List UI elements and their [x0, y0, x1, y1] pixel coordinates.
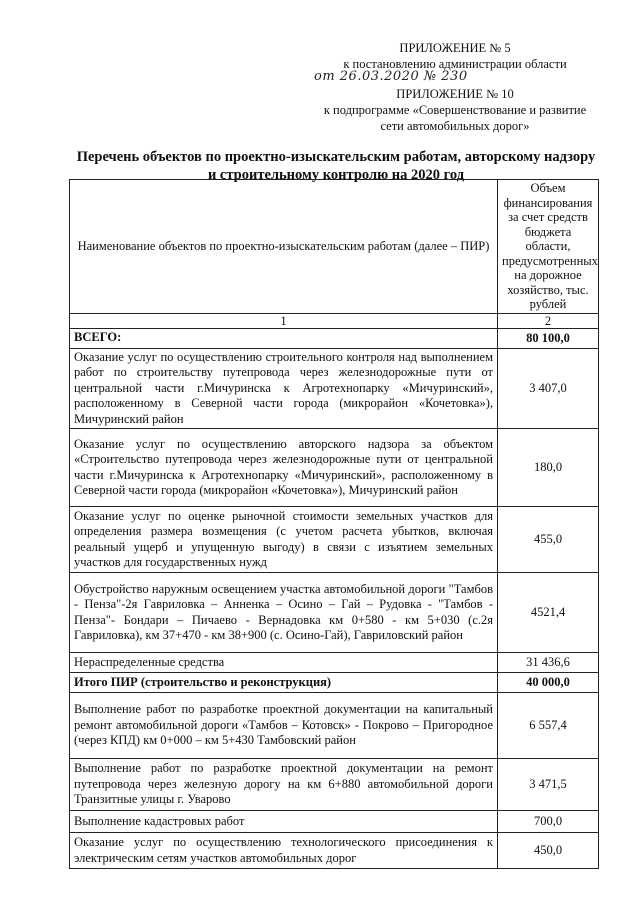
column-number-2: 2 — [498, 313, 599, 328]
row-name: Итого ПИР (строительство и реконструкция) — [70, 673, 498, 693]
row-name: Оказание услуг по осуществлению технологического присоединения к электрическим сетям участков автомобильных дорог — [70, 833, 498, 869]
row-name: Обустройство наружным освещением участка автомобильной дороги "Тамбов - Пенза"-2я Гавриловка – Анненка – Осино – Гай – Рудовка - "Тамбов - Пенза"- Бондари – Пичаево - Вернадовка км 0+580 - км 5+030 (с.2я Гавриловка), км 37+470 - км 38+900 (с. Осино-Гай), Гавриловский район — [70, 573, 498, 653]
table-row — [70, 348, 599, 429]
row-name: Оказание услуг по осуществлению строительного контроля над выполнением работ по строительству путепровода через железнодорожные пути от центральной части г.Мичуринска к Агротехнопарку «Мичуринский», расположенному в Северной части города (микрорайон «Кочетовка»), Мичуринский район — [70, 348, 498, 429]
row-value: 31 436,6 — [498, 653, 599, 673]
row-name: Оказание услуг по осуществлению авторского надзора за объектом «Строительство путепровода через железнодорожные пути от центральной части г.Мичуринска к Агротехнопарку «Мичуринский», расположенному в Северной части города (микрорайон «Кочетовка»), Мичуринский район — [70, 429, 498, 507]
table-header-row — [70, 180, 599, 314]
row-value: 4521,4 — [498, 573, 599, 653]
objects-table — [69, 179, 599, 869]
row-value: 455,0 — [498, 507, 599, 573]
table-row — [70, 759, 599, 811]
row-value: 3 407,0 — [498, 348, 599, 429]
column-numbers-row — [70, 313, 599, 328]
row-value: 450,0 — [498, 833, 599, 869]
row-name: Выполнение работ по разработке проектной документации на капитальный ремонт автомобильной дороги «Тамбов – Котовск» - Покрово – Пригородное (через КПД) км 0+000 – км 5+430 Тамбовский район — [70, 693, 498, 759]
appendix-10-label: ПРИЛОЖЕНИЕ № 10 — [396, 87, 514, 101]
appendix-5-label: ПРИЛОЖЕНИЕ № 5 — [399, 41, 511, 55]
table-row — [70, 573, 599, 653]
row-value: 40 000,0 — [498, 673, 599, 693]
row-name: ВСЕГО: — [70, 328, 498, 348]
row-value: 80 100,0 — [498, 328, 599, 348]
row-value: 180,0 — [498, 429, 599, 507]
handwritten-date-number: от 26.03.2020 № 230 — [314, 69, 468, 84]
table-row — [70, 833, 599, 869]
row-name: Оказание услуг по оценке рыночной стоимости земельных участков для определения размера возмещения (с учетом расчета убытков, включая реальный ущерб и упущенную выгоду) в связи с изъятием земельных участков для государственных нужд — [70, 507, 498, 573]
row-name: Выполнение работ по разработке проектной документации на ремонт путепровода через железную дорогу на км 6+880 автомобильной дороги Транзитные улицы г. Уварово — [70, 759, 498, 811]
column-header-name: Наименование объектов по проектно-изыскательским работам (далее – ПИР) — [70, 180, 498, 314]
table-row — [70, 429, 599, 507]
table-row — [70, 507, 599, 573]
row-name: Нераспределенные средства — [70, 653, 498, 673]
subprogram-reference-line1: к подпрограмме «Совершенствование и развитие — [323, 103, 587, 117]
row-value: 6 557,4 — [498, 693, 599, 759]
document-title: Перечень объектов по проектно-изыскательским работам, авторскому надзору и строительному контролю на 2020 год — [76, 149, 596, 183]
row-value: 700,0 — [498, 811, 599, 833]
subprogram-reference-line2: сети автомобильных дорог» — [380, 119, 530, 133]
resolution-reference: к постановлению администрации области — [343, 57, 567, 71]
column-number-1: 1 — [70, 313, 498, 328]
document-header — [300, 40, 610, 134]
table-row — [70, 811, 599, 833]
column-header-funding: Объем финансирования за счет средств бюджета области, предусмотренных на дорожное хозяйство, тыс. рублей — [498, 180, 599, 314]
row-name: Выполнение кадастровых работ — [70, 811, 498, 833]
row-value: 3 471,5 — [498, 759, 599, 811]
table-row — [70, 653, 599, 673]
table-row — [70, 693, 599, 759]
table-row — [70, 673, 599, 693]
table-row — [70, 328, 599, 348]
